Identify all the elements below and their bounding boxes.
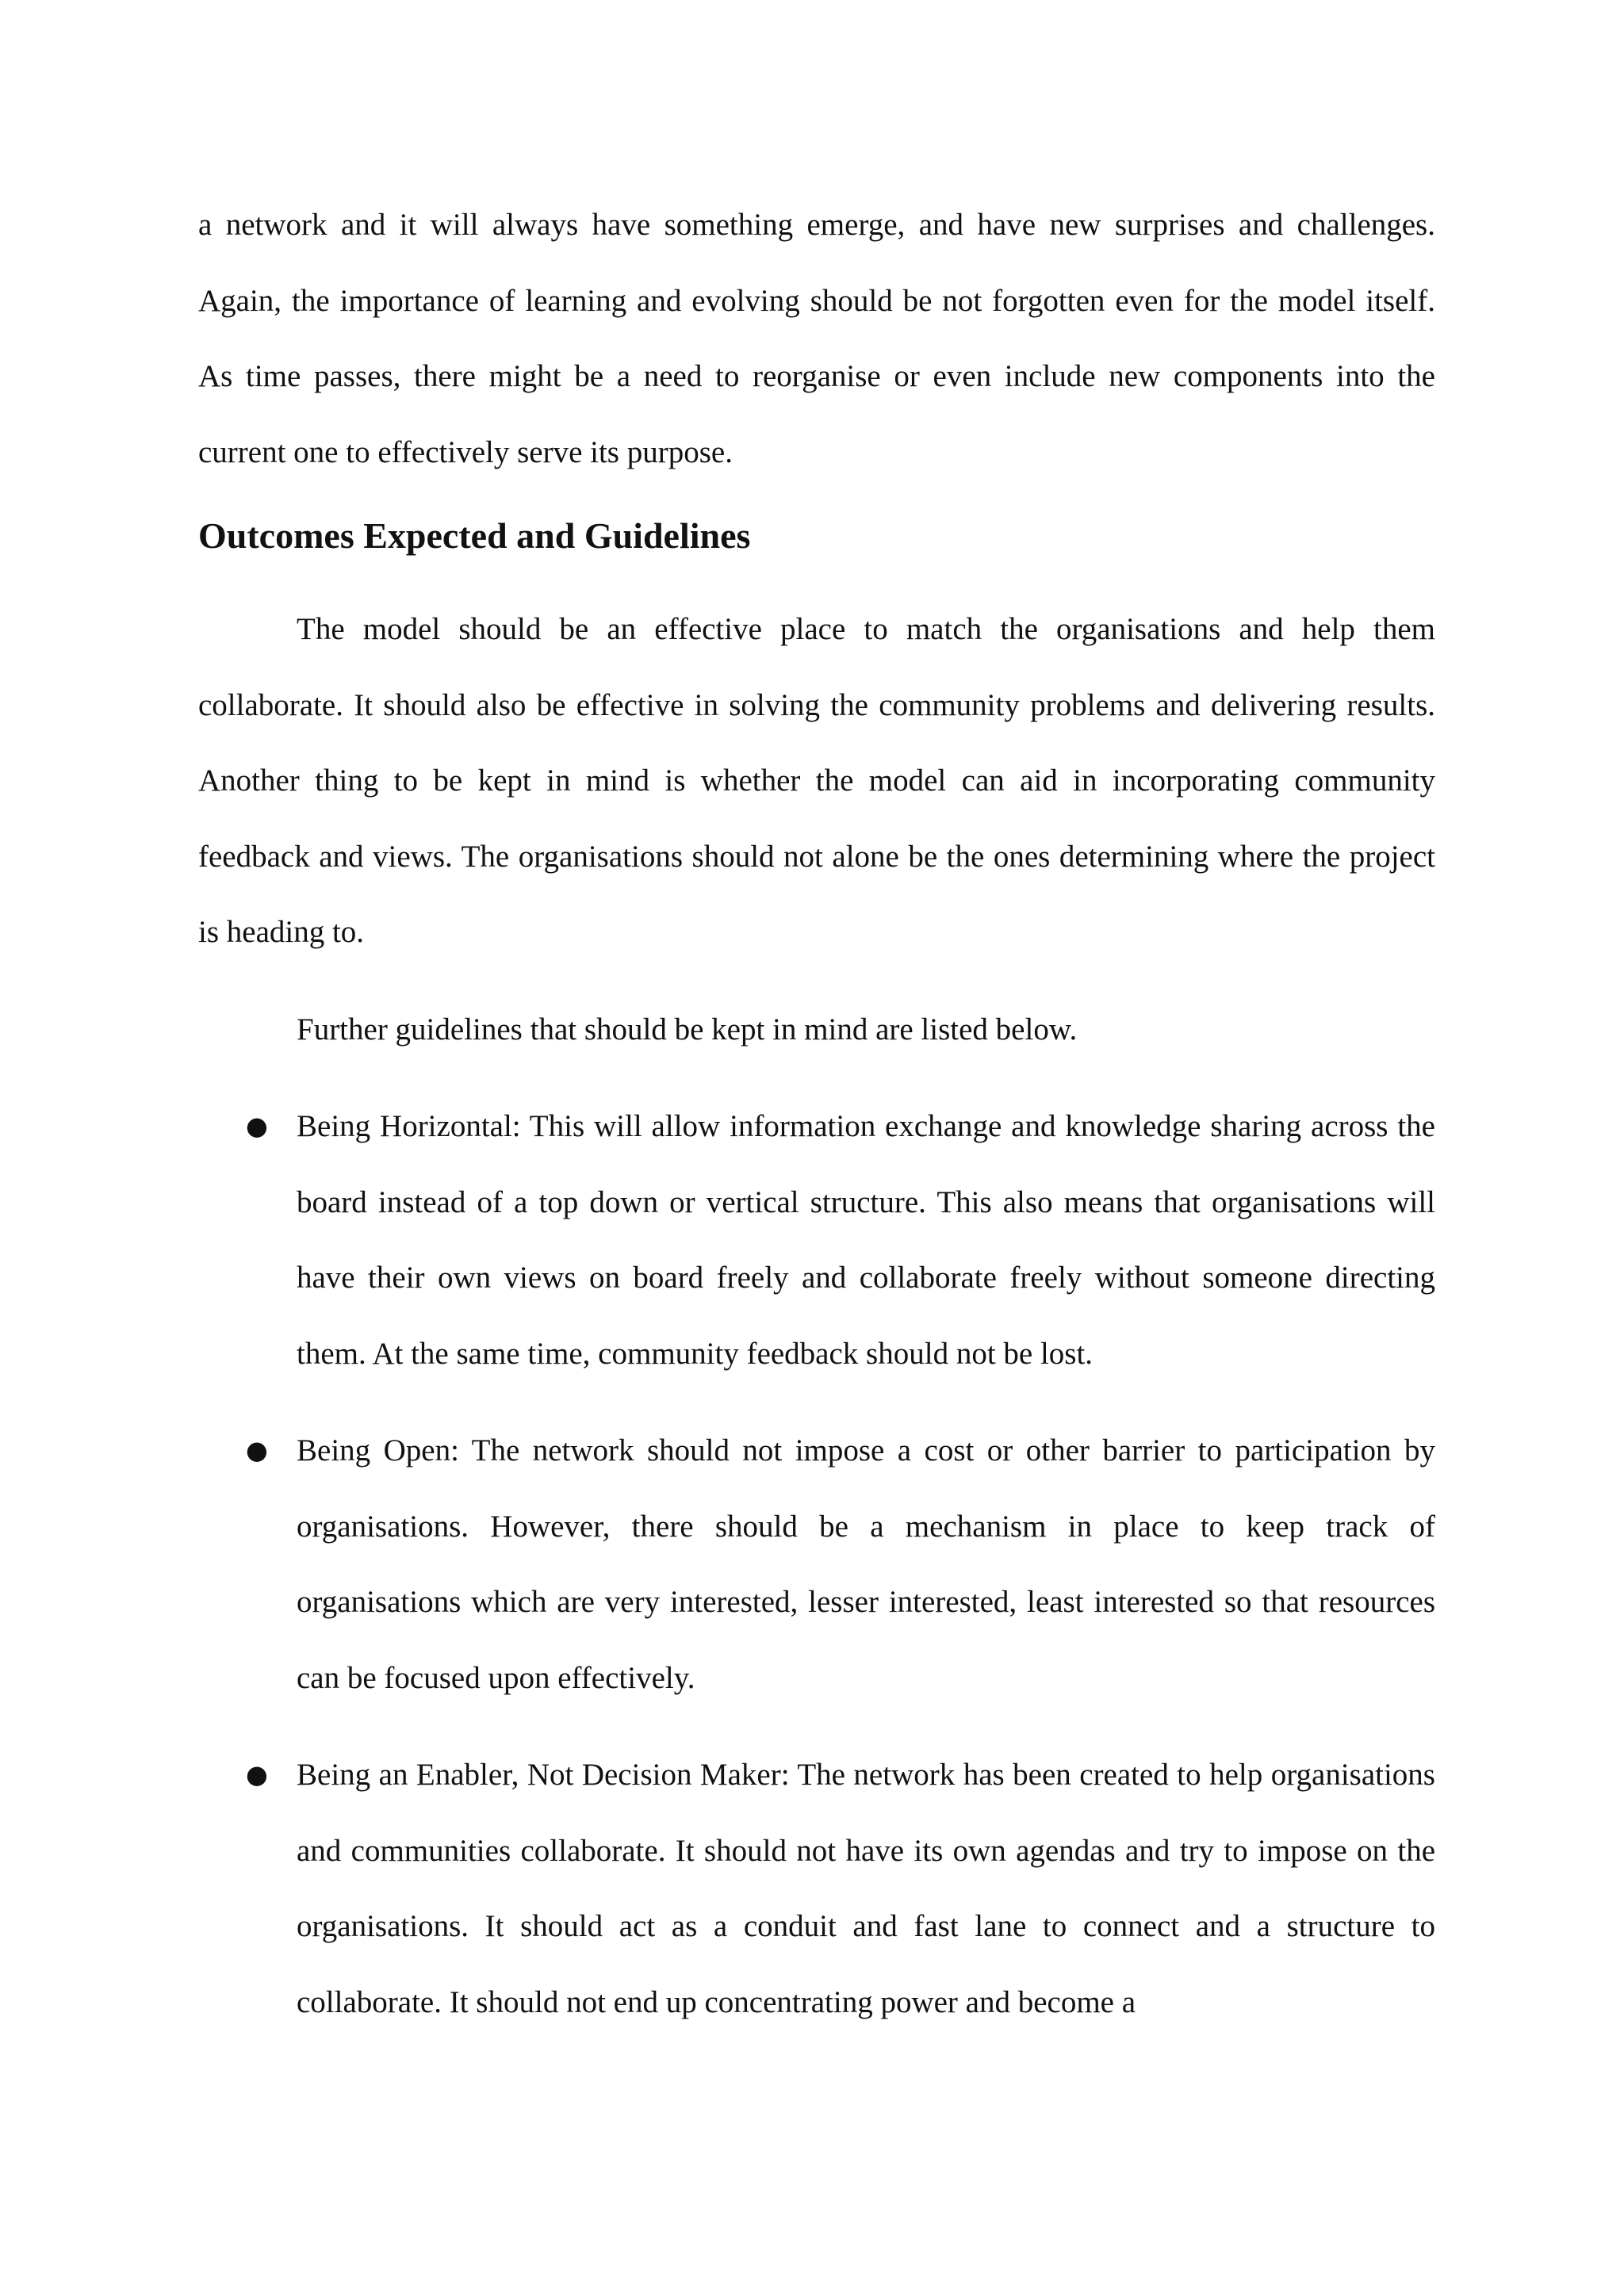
- guideline-text: Being Horizontal: This will allow information exchange and knowledge sharing across the board instead of a top down or vertical structure. This also means that organisations will have their own views on board freely and collaborate freely without someone directing them. At the same time, community feedback should not be lost.: [297, 1109, 1435, 1371]
- guideline-list-item: [198, 1413, 1435, 1716]
- guidelines-list: [198, 1089, 1435, 2040]
- guideline-list-item: [198, 1737, 1435, 2040]
- continuation-paragraph: a network and it will always have something emerge, and have new surprises and challenges. Again, the importance of learning and evolving should be not forgotten even for the model itself. As time passes, there might be a need to reorganise or even include new components into the current one to effectively serve its purpose.: [198, 208, 1435, 469]
- bullet-icon: ●: [246, 1435, 268, 1465]
- section-heading: Outcomes Expected and Guidelines: [198, 515, 751, 556]
- page-content: [198, 187, 1435, 2040]
- bullet-icon: ●: [246, 1111, 268, 1141]
- body-paragraph: The model should be an effective place to match the organisations and help them collaborate. It should also be effective in solving the community problems and delivering results. Another thing to be kept in mind is whether the model can aid in incorporating community feedback and views. The organisations should not alone be the ones determining where the project is heading to.: [198, 612, 1435, 949]
- guideline-text: Being Open: The network should not impose a cost or other barrier to participation by organisations. However, there should be a mechanism in place to keep track of organisations which are very interested, lesser interested, least interested so that resources can be focused upon effectively.: [297, 1433, 1435, 1695]
- bullet-icon: ●: [246, 1759, 268, 1789]
- guideline-list-item: [198, 1089, 1435, 1391]
- guideline-text: Being an Enabler, Not Decision Maker: The network has been created to help organisations and communities collaborate. It should not have its own agendas and try to impose on the organisations. It should act as a conduit and fast lane to connect and a structure to collaborate. It should not end up concentrating power and become a: [297, 1758, 1435, 2019]
- body-paragraph: Further guidelines that should be kept in mind are listed below.: [297, 1012, 1078, 1047]
